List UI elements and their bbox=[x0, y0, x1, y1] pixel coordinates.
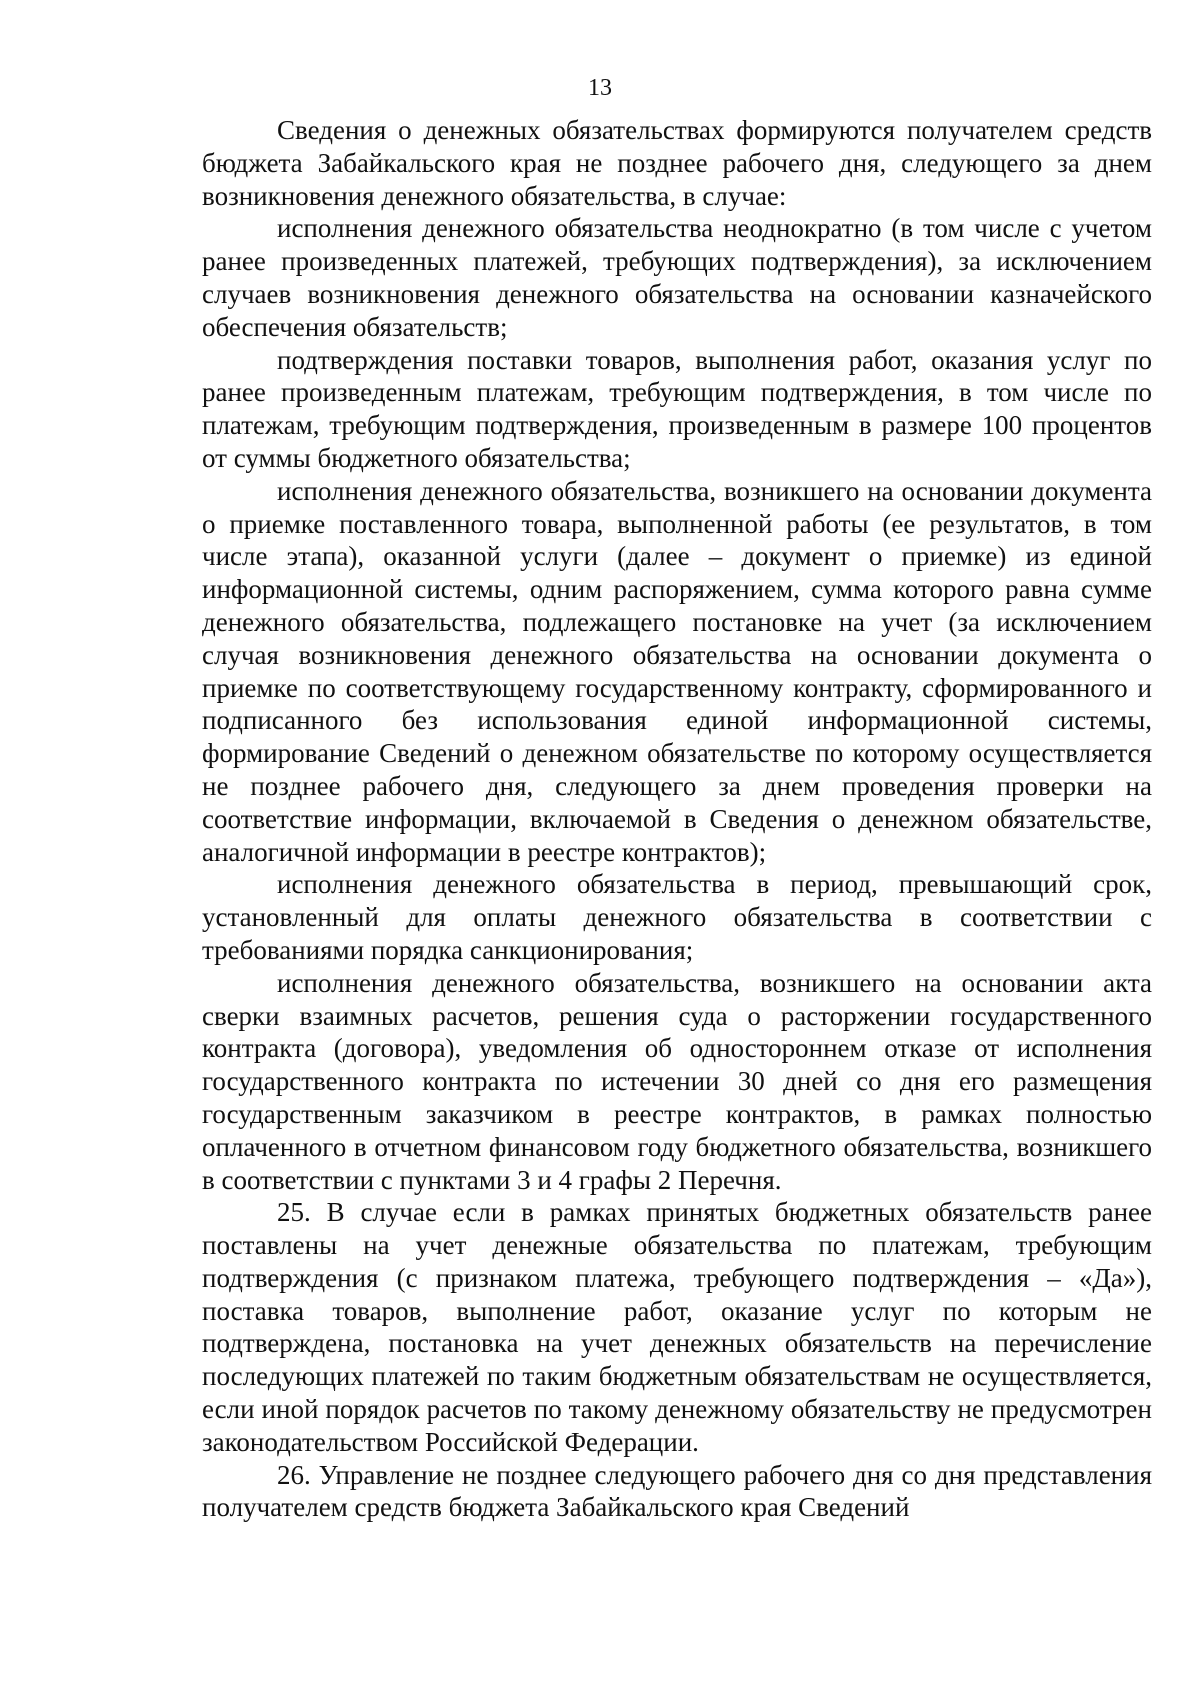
paragraph-case-acceptance-document: исполнения денежного обязательства, возникшего на основании документа о приемке поставленного товара, выполненной работы (ее результатов, в том числе этапа), оказанной услуги (далее – документ о приемке) из единой информационной системы, одним распоряжением, сумма которого равна сумме денежного обязательства, подлежащего постановке на учет (за исключением случая возникновения денежного обязательства на основании документа о приемке по соответствующему государственному контракту, сформированного и подписанного без использования единой информационной системы, формирование Сведений о денежном обязательстве по которому осуществляется не позднее рабочего дня, следующего за днем проведения проверки на соответствие информации, включаемой в Сведения о денежном обязательстве, аналогичной информации в реестре контрактов); bbox=[202, 475, 1152, 867]
paragraph-case-delivery-confirmation: подтверждения поставки товаров, выполнения работ, оказания услуг по ранее произведенным платежам, требующим подтверждения, в том числе по платежам, требующим подтверждения, произведенным в размере 100 процентов от суммы бюджетного обязательства; bbox=[202, 344, 1152, 473]
paragraph-intro: Сведения о денежных обязательствах формируются получателем средств бюджета Забайкальского края не позднее рабочего дня, следующего за днем возникновения денежного обязательства, в случае: bbox=[202, 115, 1152, 211]
paragraph-item-26: 26. Управление не позднее следующего рабочего дня со дня представления получателем средств бюджета Забайкальского края Сведений bbox=[202, 1459, 1152, 1523]
paragraph-case-reconciliation-act: исполнения денежного обязательства, возникшего на основании акта сверки взаимных расчетов, решения суда о расторжении государственного контракта (договора), уведомления об одностороннем отказе от исполнения государственного контракта по истечении 30 дней со дня его размещения государственным заказчиком в реестре контрактов, в рамках полностью оплаченного в отчетном финансовом году бюджетного обязательства, возникшего в соответствии с пунктами 3 и 4 графы 2 Перечня. bbox=[202, 967, 1152, 1195]
paragraph-case-extended-period: исполнения денежного обязательства в период, превышающий срок, установленный для оплаты денежного обязательства в соответствии с требованиями порядка санкционирования; bbox=[202, 869, 1152, 965]
paragraph-case-repeated-execution: исполнения денежного обязательства неоднократно (в том числе с учетом ранее произведенных платежей, требующих подтверждения), за исключением случаев возникновения денежного обязательства на основании казначейского обеспечения обязательств; bbox=[202, 213, 1152, 342]
page-number: 13 bbox=[588, 75, 612, 101]
document-body bbox=[202, 114, 1152, 1524]
paragraph-item-25: 25. В случае если в рамках принятых бюджетных обязательств ранее поставлены на учет денежные обязательства по платежам, требующим подтверждения (с признаком платежа, требующего подтверждения – «Да»), поставка товаров, выполнение работ, оказание услуг по которым не подтверждена, постановка на учет денежных обязательств на перечисление последующих платежей по таким бюджетным обязательствам не осуществляется, если иной порядок расчетов по такому денежному обязательству не предусмотрен законодательством Российской Федерации. bbox=[202, 1197, 1152, 1457]
